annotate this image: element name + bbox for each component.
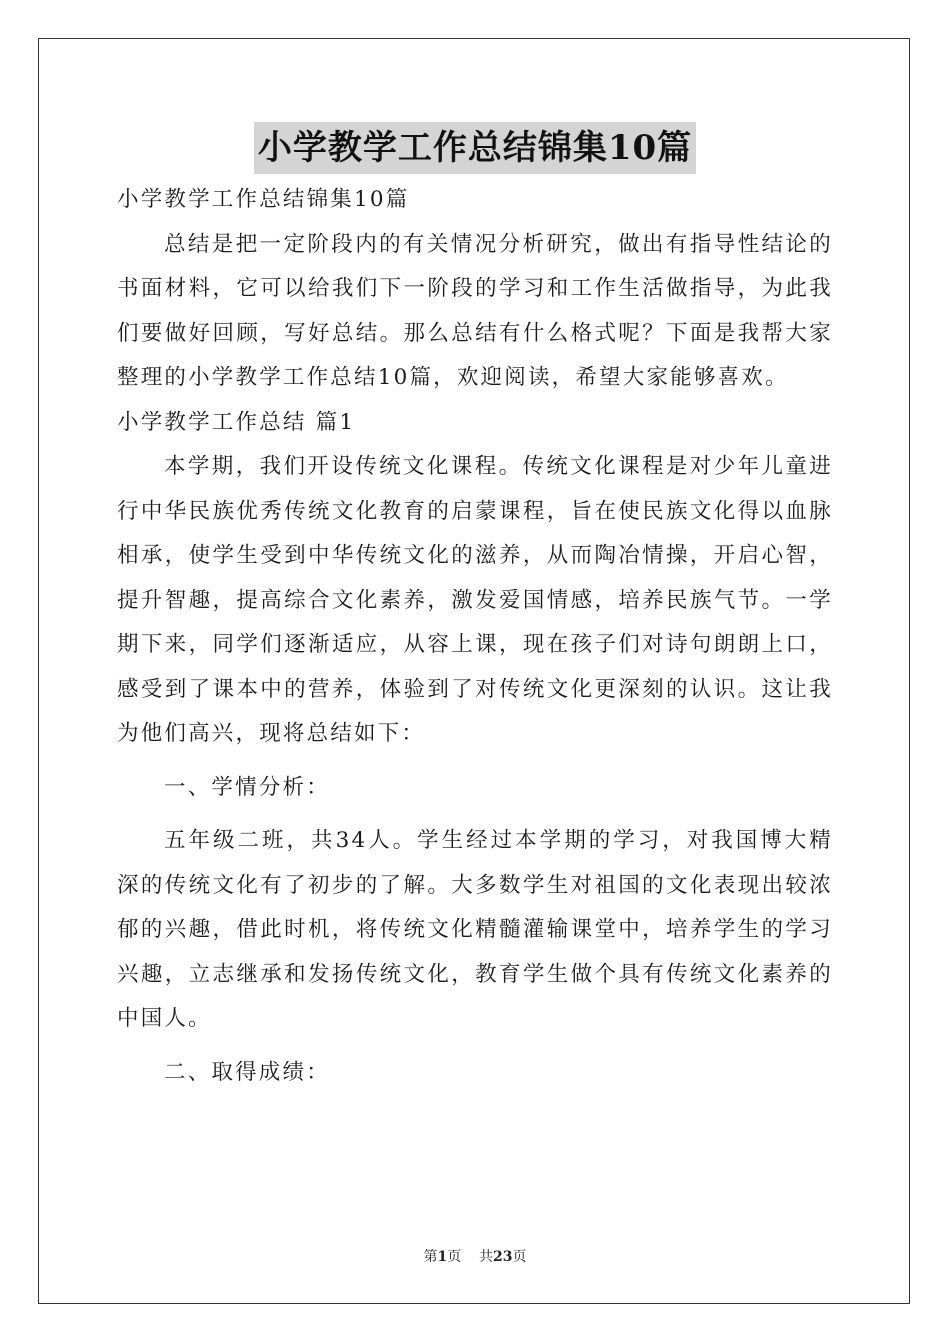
document-body	[117, 178, 833, 1095]
body-paragraph: 五年级二班，共34人。学生经过本学期的学习，对我国博大精深的传统文化有了初步的了解。大多数学生对祖国的文化表现出较浓郁的兴趣，借此时机，将传统文化精髓灌输课堂中，培养学生的学习兴趣，立志继承和发扬传统文化，教育学生做个具有传统文化素养的中国人。	[117, 828, 833, 1031]
footer-prefix: 第	[423, 1249, 438, 1265]
footer-total-pages: 23	[493, 1249, 513, 1265]
subtitle-line: 小学教学工作总结锦集10篇	[117, 187, 410, 212]
section-heading: 小学教学工作总结 篇1	[117, 409, 356, 435]
footer-suffix: 页	[512, 1249, 527, 1265]
page-footer	[0, 1246, 950, 1266]
body-paragraph: 本学期，我们开设传统文化课程。传统文化课程是对少年儿童进行中华民族优秀传统文化教育的启蒙课程，旨在使民族文化得以血脉相承，使学生受到中华传统文化的滋养，从而陶冶情操，开启心智，提升智趣，提高综合文化素养，激发爱国情感，培养民族气节。一学期下来，同学们逐渐适应，从容上课，现在孩子们对诗句朗朗上口，感受到了课本中的营养，体验到了对传统文化更深刻的认识。这让我为他们高兴，现将总结如下：	[117, 454, 833, 746]
title-container	[0, 122, 950, 174]
document-title: 小学教学工作总结锦集10篇	[254, 122, 696, 174]
footer-page-number: 1	[437, 1249, 448, 1265]
subheading-learning-analysis: 一、学情分析：	[164, 774, 330, 800]
footer-middle: 页 共	[447, 1249, 494, 1265]
subheading-achievements: 二、取得成绩：	[164, 1059, 330, 1085]
intro-paragraph: 总结是把一定阶段内的有关情况分析研究，做出有指导性结论的书面材料，它可以给我们下一阶段的学习和工作生活做指导，为此我们要做好回顾，写好总结。那么总结有什么格式呢？下面是我帮大家整理的小学教学工作总结10篇，欢迎阅读，希望大家能够喜欢。	[117, 231, 833, 390]
